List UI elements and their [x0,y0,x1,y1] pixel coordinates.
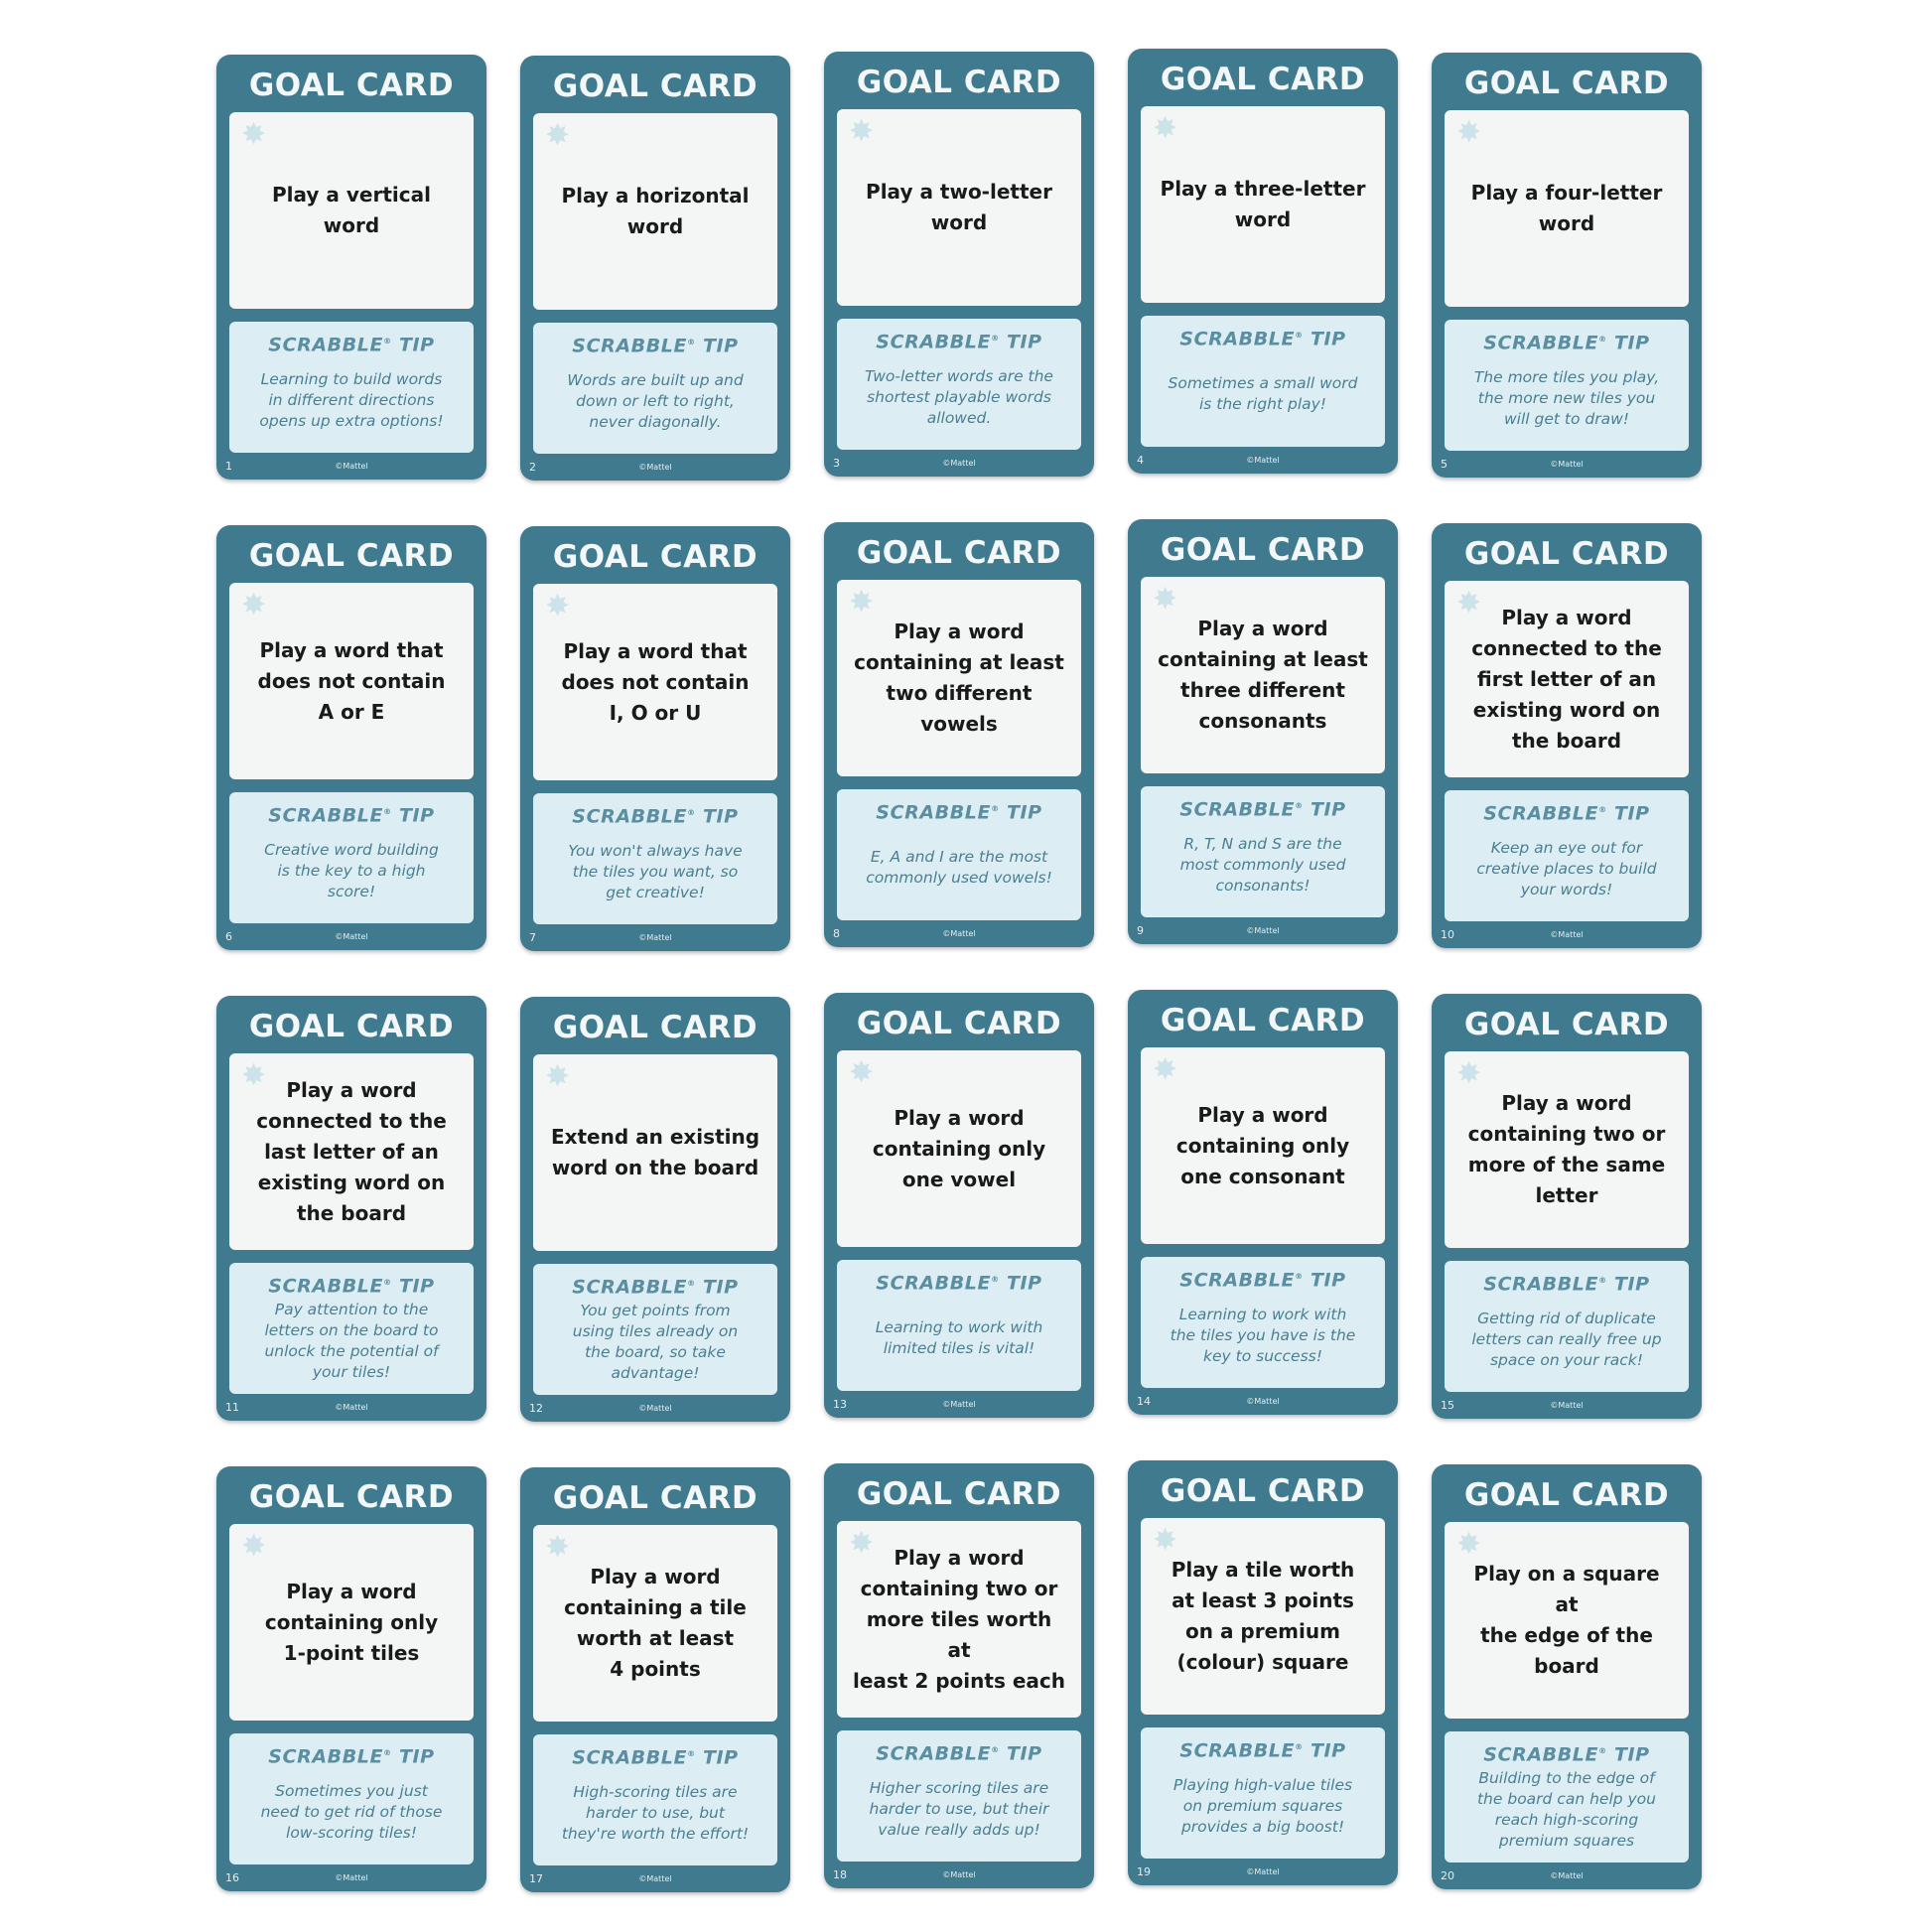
card-number: 15 [1441,1399,1454,1412]
card-number: 20 [1441,1869,1454,1882]
tip-registered-mark: ® [991,1745,1000,1754]
tip-brand: SCRABBLE [1179,798,1296,821]
tip-registered-mark: ® [991,334,1000,343]
goal-panel [533,1525,777,1722]
goal-text: Play a word that does not contain A or E [257,637,446,724]
tip-brand: SCRABBLE [1179,1269,1296,1292]
tip-text: Getting rid of duplicate letters can really free up space on your rack! [1471,1309,1662,1369]
goal-panel [837,580,1081,776]
tip-brand: SCRABBLE [1483,1743,1599,1766]
tip-panel [1141,316,1385,447]
card-copyright: ©Mattel [1550,1871,1584,1880]
card-copyright: ©Mattel [1550,460,1584,469]
card-grid [216,55,1725,1901]
tip-panel [837,789,1081,920]
card-copyright: ©Mattel [942,459,976,468]
star-icon: ✸ [1456,586,1482,621]
goal-card [1432,1464,1702,1889]
goal-text: Play a word connected to the first letter of an existing word on the board [1471,605,1662,753]
card-footer [529,924,777,951]
card-title: GOAL CARD [248,1009,455,1044]
tip-registered-mark: ® [1295,331,1304,340]
tip-word: TIP [702,1746,739,1769]
tip-heading [876,325,1041,352]
star-icon: ✸ [241,1058,267,1093]
tip-panel [1445,1731,1689,1863]
star-icon: ✸ [1153,582,1178,617]
goal-panel [1445,1522,1689,1719]
card-footer [1137,1388,1385,1415]
tip-panel [533,1734,777,1865]
card-number: 12 [529,1402,543,1415]
goal-card [1432,994,1702,1419]
goal-text: Play a word containing two or more of the same letter [1467,1091,1666,1207]
tip-brand: SCRABBLE [1483,1273,1599,1296]
goal-text: Play a three-letter word [1160,177,1366,231]
tip-panel [533,323,777,454]
tip-registered-mark: ® [383,337,392,345]
card-footer [225,453,474,480]
tip-registered-mark: ® [991,1275,1000,1284]
card-title: GOAL CARD [1463,536,1670,572]
star-icon: ✸ [241,1529,267,1564]
tip-word: TIP [398,804,435,827]
tip-word: TIP [1006,331,1042,353]
card-title: GOAL CARD [856,535,1062,571]
tip-heading [268,1739,434,1767]
star-icon: ✸ [1456,1056,1482,1091]
star-icon: ✸ [545,118,571,153]
tip-heading [1179,322,1345,349]
tip-word: TIP [1006,1272,1042,1295]
tip-text: Two-letter words are the shortest playable words allowed. [865,366,1053,427]
star-icon: ✸ [1153,1523,1178,1558]
card-footer [529,1395,777,1422]
card-copyright: ©Mattel [1246,1867,1280,1876]
card-footer [1441,451,1689,478]
card-title: GOAL CARD [552,539,759,575]
tip-word: TIP [1613,1273,1650,1296]
tip-panel [1141,1257,1385,1388]
card-footer [529,1865,777,1892]
tip-panel [1445,790,1689,921]
goal-card [520,997,790,1422]
card-copyright: ©Mattel [1246,456,1280,465]
star-icon: ✸ [849,1526,875,1561]
tip-heading [1179,1263,1345,1291]
card-footer [225,1864,474,1891]
goal-card [824,522,1094,947]
goal-card [824,993,1094,1418]
goal-panel [229,583,474,779]
star-icon: ✸ [545,589,571,623]
tip-text: Higher scoring tiles are harder to use, but their value really adds up! [869,1778,1049,1839]
tip-text: The more tiles you play, the more new tiles you will get to draw! [1473,367,1660,428]
tip-brand: SCRABBLE [572,335,688,357]
card-title: GOAL CARD [856,1006,1062,1041]
tip-registered-mark: ® [1598,1276,1607,1285]
goal-panel [533,113,777,310]
tip-word: TIP [1310,798,1346,821]
card-title: GOAL CARD [856,65,1062,100]
goal-card [1128,519,1398,944]
tip-panel [1141,1727,1385,1859]
goal-text: Play a two-letter word [866,180,1052,234]
tip-word: TIP [1613,1743,1650,1766]
card-number: 19 [1137,1865,1151,1878]
tip-text: R, T, N and S are the most commonly used consonants! [1179,834,1346,895]
card-number: 2 [529,461,536,474]
tip-registered-mark: ® [687,808,696,817]
card-copyright: ©Mattel [942,1400,976,1409]
tip-registered-mark: ® [687,1279,696,1288]
tip-brand: SCRABBLE [1483,332,1599,354]
card-footer [833,1862,1081,1888]
goal-card [1128,990,1398,1415]
goal-card [824,1463,1094,1888]
card-title: GOAL CARD [1160,62,1366,97]
tip-heading [1179,1733,1345,1761]
tip-brand: SCRABBLE [268,1275,384,1298]
tip-panel [837,319,1081,450]
card-copyright: ©Mattel [335,462,368,471]
star-icon: ✸ [849,585,875,620]
card-title: GOAL CARD [856,1476,1062,1512]
star-icon: ✸ [1153,111,1178,146]
tip-registered-mark: ® [1295,801,1304,810]
tip-heading [572,1740,738,1768]
tip-word: TIP [702,1276,739,1299]
goal-text: Play a word containing at least two different vowels [854,620,1064,736]
card-number: 10 [1441,928,1454,941]
card-number: 3 [833,457,840,470]
card-copyright: ©Mattel [1246,1397,1280,1406]
tip-text: Sometimes you just need to get rid of those low-scoring tiles! [260,1781,443,1842]
goal-card [1128,49,1398,474]
tip-word: TIP [1613,332,1650,354]
card-copyright: ©Mattel [638,1874,672,1883]
card-number: 6 [225,930,232,943]
tip-word: TIP [1613,802,1650,825]
card-footer [1137,917,1385,944]
goal-text: Play a word containing only one consonant [1175,1102,1350,1188]
card-footer [833,920,1081,947]
star-icon: ✸ [545,1059,571,1094]
card-number: 18 [833,1868,847,1881]
card-footer [1441,921,1689,948]
card-copyright: ©Mattel [335,932,368,941]
card-number: 7 [529,931,536,944]
card-title: GOAL CARD [1463,1007,1670,1042]
card-copyright: ©Mattel [638,933,672,942]
card-title: GOAL CARD [1160,532,1366,568]
tip-word: TIP [398,1275,435,1298]
card-footer [833,1391,1081,1418]
goal-panel [1445,581,1689,777]
tip-brand: SCRABBLE [876,1742,992,1765]
tip-heading [876,795,1041,823]
tip-registered-mark: ® [1598,1746,1607,1755]
card-title: GOAL CARD [552,69,759,104]
tip-heading [268,798,434,826]
card-number: 4 [1137,454,1144,467]
tip-registered-mark: ® [1295,1272,1304,1281]
card-footer [1137,447,1385,474]
goal-text: Play a four-letter word [1470,181,1663,235]
goal-panel [229,1053,474,1250]
goal-text: Play a word connected to the last letter of an existing word on the board [256,1077,447,1225]
tip-brand: SCRABBLE [1483,802,1599,825]
goal-text: Play a word that does not contain I, O or U [561,638,750,725]
goal-card [1128,1460,1398,1885]
card-copyright: ©Mattel [942,1870,976,1879]
tip-brand: SCRABBLE [572,805,688,828]
tip-brand: SCRABBLE [876,1272,992,1295]
star-icon: ✸ [1456,115,1482,150]
tip-word: TIP [1006,801,1042,824]
tip-text: E, A and I are the most commonly used vowels! [866,848,1052,887]
tip-brand: SCRABBLE [268,334,384,356]
card-footer [1441,1863,1689,1889]
goal-card [216,1466,486,1891]
card-copyright: ©Mattel [335,1403,368,1412]
card-footer [1441,1392,1689,1419]
tip-heading [876,1266,1041,1294]
tip-registered-mark: ® [383,1748,392,1757]
goal-text: Play a tile worth at least 3 points on a premium (colour) square [1171,1558,1355,1674]
tip-heading [572,329,738,356]
goal-card [216,55,486,480]
goal-panel [837,1050,1081,1247]
tip-panel [229,1263,474,1394]
goal-card [824,52,1094,477]
goal-panel [1445,1051,1689,1248]
tip-panel [1141,786,1385,917]
goal-panel [533,1054,777,1251]
tip-registered-mark: ® [991,804,1000,813]
card-title: GOAL CARD [1160,1003,1366,1038]
goal-text: Play a word containing at least three different consonants [1158,617,1368,733]
tip-text: High-scoring tiles are harder to use, but they're worth the effort! [561,1782,750,1843]
tip-brand: SCRABBLE [876,801,992,824]
goal-text: Play a horizontal word [561,184,750,238]
star-icon: ✸ [241,588,267,622]
goal-text: Play a word containing two or more tiles worth at least 2 points each [853,1545,1065,1693]
tip-text: You won't always have the tiles you want, so get creative! [568,841,743,901]
card-number: 11 [225,1401,239,1414]
card-number: 8 [833,927,840,940]
tip-heading [572,1270,738,1298]
card-number: 13 [833,1398,847,1411]
goal-text: Play a word containing only one vowel [872,1105,1046,1191]
card-title: GOAL CARD [248,538,455,574]
card-copyright: ©Mattel [335,1873,368,1882]
goal-panel [1141,106,1385,303]
card-number: 16 [225,1871,239,1884]
tip-brand: SCRABBLE [1179,1739,1296,1762]
goal-card [520,1467,790,1892]
tip-text: Learning to work with limited tiles is vital! [875,1318,1043,1357]
goal-panel [1445,110,1689,307]
goal-card [520,56,790,481]
card-title: GOAL CARD [1160,1473,1366,1509]
card-number: 14 [1137,1395,1151,1408]
card-footer [225,923,474,950]
tip-word: TIP [398,1745,435,1768]
card-title: GOAL CARD [248,1479,455,1515]
tip-brand: SCRABBLE [268,804,384,827]
tip-registered-mark: ® [1295,1742,1304,1751]
tip-heading [572,799,738,827]
tip-registered-mark: ® [687,1749,696,1758]
tip-heading [268,328,434,355]
tip-panel [533,1264,777,1395]
goal-card [520,526,790,951]
tip-heading [1483,1267,1649,1295]
tip-panel [229,322,474,453]
goal-text: Play on a square at the edge of the board [1473,1562,1660,1678]
tip-heading [1179,792,1345,820]
card-footer [833,450,1081,477]
card-copyright: ©Mattel [1550,1401,1584,1410]
card-copyright: ©Mattel [942,929,976,938]
goal-panel [837,1521,1081,1718]
card-title: GOAL CARD [1463,66,1670,101]
goal-text: Extend an existing word on the board [550,1125,760,1179]
tip-registered-mark: ® [1598,335,1607,344]
tip-word: TIP [702,805,739,828]
goal-panel [533,584,777,780]
tip-panel [229,1733,474,1864]
card-number: 1 [225,460,232,473]
goal-panel [1141,1047,1385,1244]
tip-panel [1445,320,1689,451]
tip-brand: SCRABBLE [1179,328,1296,350]
tip-heading [1483,326,1649,353]
goal-panel [229,112,474,309]
tip-heading [876,1736,1041,1764]
goal-card [216,996,486,1421]
goal-panel [1141,577,1385,773]
star-icon: ✸ [241,117,267,152]
tip-heading [268,1269,434,1297]
star-icon: ✸ [1456,1527,1482,1562]
tip-heading [1483,1737,1649,1765]
tip-registered-mark: ® [383,1278,392,1287]
goal-panel [837,109,1081,306]
tip-registered-mark: ® [1598,805,1607,814]
goal-panel [229,1524,474,1721]
tip-heading [1483,796,1649,824]
tip-text: Playing high-value tiles on premium squares provides a big boost! [1173,1775,1353,1836]
card-copyright: ©Mattel [638,463,672,472]
tip-brand: SCRABBLE [572,1746,688,1769]
tip-text: Learning to build words in different directions opens up extra options! [259,369,444,430]
card-copyright: ©Mattel [1550,930,1584,939]
star-icon: ✸ [1153,1052,1178,1087]
tip-registered-mark: ® [383,807,392,816]
tip-panel [837,1730,1081,1862]
tip-text: Pay attention to the letters on the board to unlock the potential of your tiles! [264,1301,439,1381]
tip-text: You get points from using tiles already on the board, so take advantage! [572,1302,739,1382]
tip-panel [533,793,777,924]
card-title: GOAL CARD [552,1010,759,1045]
tip-brand: SCRABBLE [876,331,992,353]
card-footer [1137,1859,1385,1885]
card-footer [529,454,777,481]
star-icon: ✸ [849,114,875,149]
tip-text: Building to the edge of the board can help you reach high-scoring premium squares [1476,1769,1656,1850]
card-title: GOAL CARD [1463,1477,1670,1513]
tip-panel [1445,1261,1689,1392]
goal-text: Play a vertical word [272,183,431,237]
tip-word: TIP [1310,1739,1346,1762]
goal-card [1432,53,1702,478]
star-icon: ✸ [849,1055,875,1090]
goal-text: Play a word containing a tile worth at least 4 points [564,1565,747,1681]
tip-word: TIP [702,335,739,357]
tip-panel [229,792,474,923]
tip-word: TIP [398,334,435,356]
card-copyright: ©Mattel [638,1404,672,1413]
star-icon: ✸ [545,1530,571,1565]
goal-panel [1141,1518,1385,1715]
tip-text: Creative word building is the key to a high score! [264,840,439,900]
goal-card [216,525,486,950]
tip-panel [837,1260,1081,1391]
card-number: 5 [1441,458,1448,471]
card-title: GOAL CARD [248,68,455,103]
tip-brand: SCRABBLE [572,1276,688,1299]
tip-word: TIP [1006,1742,1042,1765]
card-title: GOAL CARD [552,1480,759,1516]
tip-registered-mark: ® [687,338,696,346]
tip-text: Keep an eye out for creative places to build your words! [1476,838,1657,898]
goal-card [1432,523,1702,948]
tip-word: TIP [1310,328,1346,350]
goal-text: Play a word containing only 1-point tiles [264,1579,439,1665]
tip-word: TIP [1310,1269,1346,1292]
card-number: 17 [529,1872,543,1885]
tip-brand: SCRABBLE [268,1745,384,1768]
card-footer [225,1394,474,1421]
tip-text: Words are built up and down or left to right, never diagonally. [567,370,744,431]
card-number: 9 [1137,924,1144,937]
tip-text: Sometimes a small word is the right play! [1168,374,1358,413]
card-copyright: ©Mattel [1246,926,1280,935]
tip-text: Learning to work with the tiles you have is the key to success! [1170,1305,1356,1365]
